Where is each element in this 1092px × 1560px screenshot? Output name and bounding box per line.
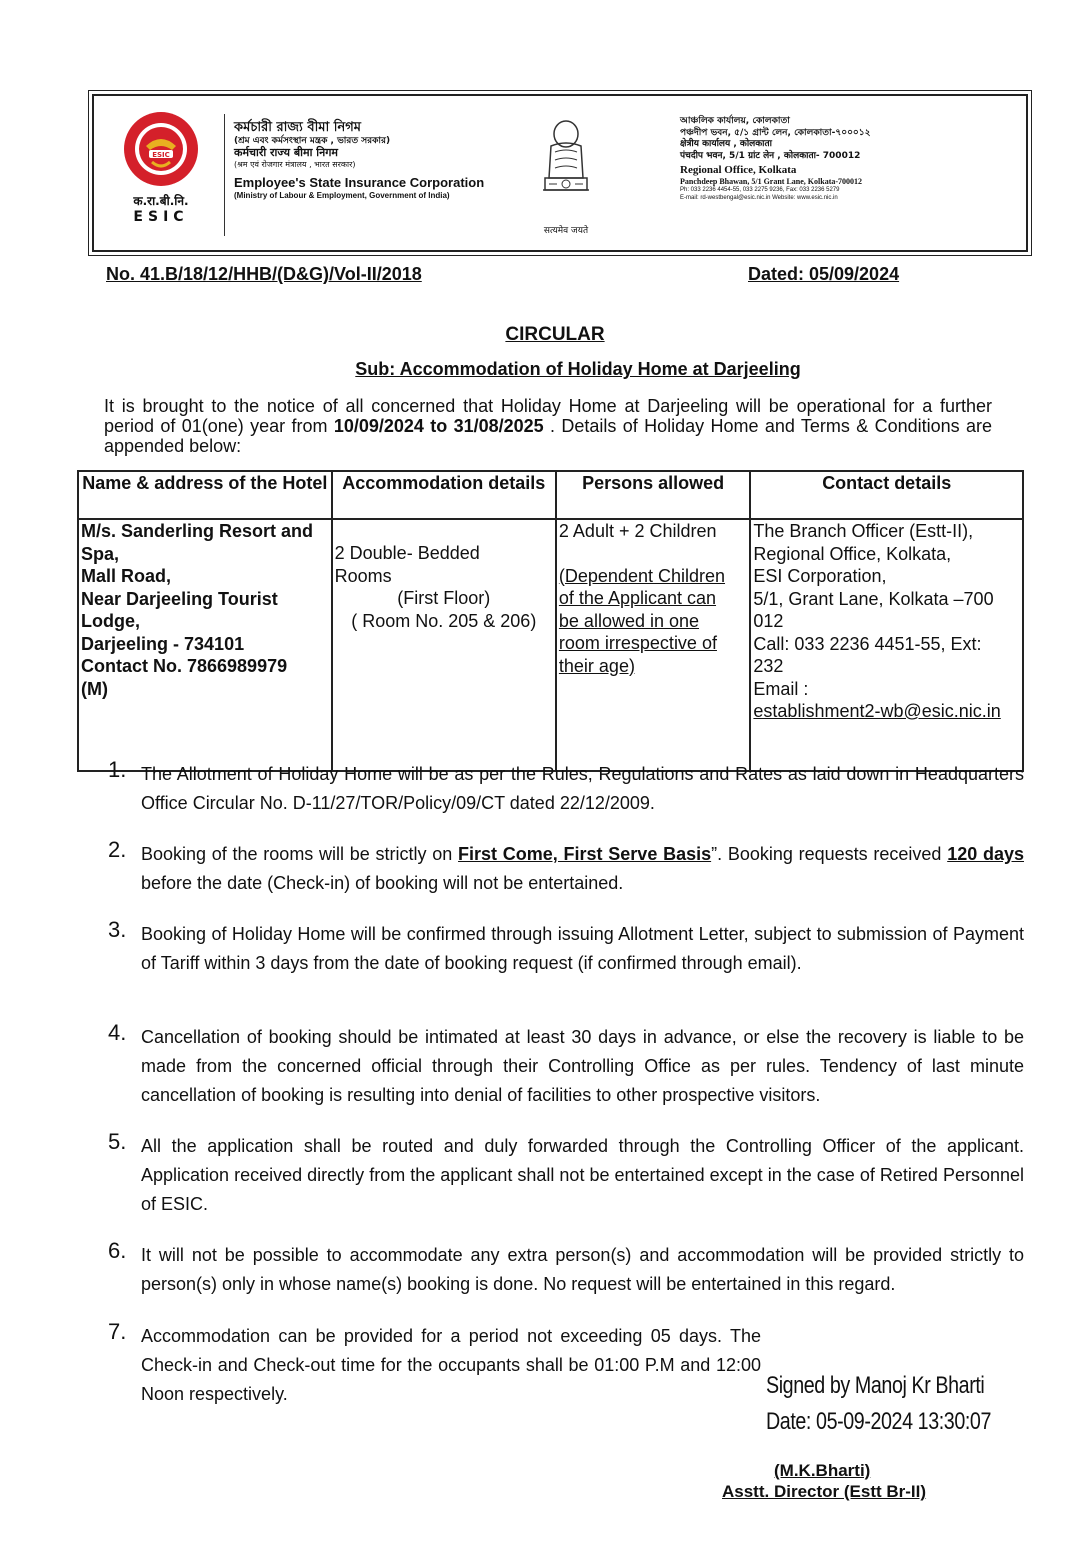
contact-line: 5/1, Grant Lane, Kolkata –700 [753, 588, 994, 609]
persons-note-line: room irrespective of [558, 633, 717, 653]
emblem-motto: सत्यमेव जयते [543, 226, 589, 236]
term-text [141, 840, 1024, 898]
table-header-row [78, 471, 1023, 519]
national-emblem [526, 116, 606, 236]
hotel-line: (M) [81, 678, 108, 699]
hotel-line: Darjeeling - 734101 [81, 633, 245, 654]
org-name-bengali: কর্মচারী রাজ্য বীমা নিগম [234, 120, 362, 135]
org-name-hindi: कर्मचारी राज्य बीमा निगम [234, 146, 338, 160]
cell-persons [556, 519, 751, 771]
accommodation-line: (First Floor) [397, 588, 491, 608]
header-persons: Persons allowed [556, 471, 751, 519]
address-phone-line: Ph: 033 2236 4454-55, 033 2275 9236, Fax: 033 2236 5279 [680, 187, 840, 194]
address-bengali-line-2: পঞ্চদীপ ভবন, ৫/১ গ্রান্ট লেন, কোলকাতা-৭০০০১২ [680, 127, 871, 138]
address-bengali-line-1: আঞ্চলিক কার্যালয়, কোলকাতা [680, 116, 790, 126]
term-text: All the application shall be routed and duly forwarded through the Controlling Officer of the applicant. Application received directly from the applicant shall not be entertained except in the case of Retired Personnel of ESIC. [141, 1136, 1024, 1214]
hotel-line: M/s. Sanderling Resort and [81, 521, 314, 541]
cell-contact [750, 519, 1023, 771]
logo-english-initials: ESIC [133, 209, 189, 225]
term-number: 4. [108, 1020, 127, 1045]
address-english-line-2: Panchdeep Bhawan, 5/1 Grant Lane, Kolkata-700012 [680, 177, 863, 187]
org-name-english: Employee's State Insurance Corporation [234, 175, 485, 191]
hotel-line: Contact No. 7866989979 [81, 656, 288, 676]
intro-period: 10/09/2024 to 31/08/2025 [333, 416, 544, 436]
letterhead [92, 94, 1028, 252]
term-number: 2. [108, 837, 127, 862]
hotel-line: Near Darjeeling Tourist [81, 588, 278, 609]
hotel-line: Lodge, [81, 611, 140, 631]
header-accommodation: Accommodation details [332, 471, 556, 519]
address-english-line-1: Regional Office, Kolkata [680, 163, 797, 176]
address-block [680, 116, 1020, 203]
intro-paragraph [104, 396, 992, 456]
officer-designation: Asstt. Director (Estt Br-II) [722, 1482, 927, 1501]
contact-line: Regional Office, Kolkata, [753, 543, 952, 564]
ashoka-emblem-icon [531, 116, 601, 216]
svg-text:ESIC: ESIC [152, 151, 170, 159]
term-text: Booking of Holiday Home will be confirmed through issuing Allotment Letter, subject to submission of Payment of Tariff within 3 days from the date of booking request (if confirmed through email). [141, 924, 1024, 973]
logo-hindi-initials: क.रा.बी.नि. [133, 194, 189, 208]
org-sub-bengali: (শ্রম এবং কর্মসংস্থান মন্ত্রক , ভারত সরকার) [234, 135, 391, 146]
contact-line: Email : [753, 678, 809, 699]
term-item [108, 837, 1024, 898]
reference-number: No. 41.B/18/12/HHB/(D&G)/Vol-II/2018 [106, 264, 422, 284]
document-title: CIRCULAR [505, 324, 605, 345]
org-sub-hindi: (श्रम एवं रोजगार मंत्रालय , भारत सरकार) [234, 159, 356, 169]
cell-accommodation [332, 519, 556, 771]
term-number: 7. [108, 1319, 127, 1344]
intro-text-1: It is brought to the notice of all concerned that Holiday Home at Darjeeling will be operational for a further period of 01(one) year from [104, 396, 992, 436]
persons-spacer [559, 543, 748, 565]
term-text: The Allotment of Holiday Home will be as per the Rules, Regulations and Rates as laid down in Headquarters Office Circular No. D-11/27/TOR/Policy/09/CT dated 22/12/2009. [141, 764, 1024, 813]
cell-hotel [78, 519, 332, 771]
term-item [108, 1238, 1024, 1299]
term-item [108, 917, 1024, 978]
term-number: 1. [108, 757, 127, 782]
digital-signature-date: Date: 05-09-2024 13:30:07 [766, 1408, 992, 1435]
term-text-part: ”. Booking requests received [711, 844, 948, 864]
term-item [108, 1129, 1024, 1219]
hotel-line: Mall Road, [81, 566, 172, 586]
term-item [108, 757, 1024, 818]
persons-note-line: of the Applicant can [558, 588, 717, 608]
reference-date: Dated: 05/09/2024 [748, 264, 900, 284]
contact-line: ESI Corporation, [753, 566, 887, 586]
term-text: Cancellation of booking should be intimated at least 30 days in advance, or else the recovery is liable to be made from the concerned official through their Controlling Office as per rules. Tendency of last minute cancellation of booking is resulting into denial of facilities to other prospective visitors. [141, 1027, 1024, 1105]
hotel-line: Spa, [81, 543, 120, 564]
term-emphasis-first-come: First Come, First Serve Basis [458, 844, 712, 864]
term-emphasis-days: 120 days [947, 844, 1024, 864]
term-number: 5. [108, 1129, 127, 1154]
letterhead-divider [224, 114, 225, 236]
term-item [108, 1020, 1024, 1110]
persons-allowed: 2 Adult + 2 Children [558, 521, 717, 541]
header-contact: Contact details [750, 471, 1023, 519]
table-row [78, 519, 1023, 771]
contact-line: The Branch Officer (Estt-II), [753, 521, 974, 541]
intro-text-2: . Details of Holiday Home and Terms & Conditions are appended below: [104, 416, 992, 456]
persons-note-line: be allowed in one [558, 610, 700, 631]
holiday-home-table [77, 470, 1024, 772]
officer-name: (M.K.Bharti) [774, 1461, 871, 1480]
address-web-line: E-mail: rd-westbengal@esic.nic.in Website: www.esic.nic.in [680, 195, 838, 202]
address-hindi-line-2: पंचदीप भवन, 5/1 ग्रांट लेन , कोलकाता- 700012 [680, 151, 861, 162]
contact-line: Call: 033 2236 4451-55, Ext: [753, 633, 982, 654]
contact-email-link[interactable]: establishment2-wb@esic.nic.in [753, 701, 1001, 721]
document-subject: Sub: Accommodation of Holiday Home at Darjeeling [355, 359, 801, 379]
digital-signature-name: Signed by Manoj Kr Bharti [766, 1372, 985, 1399]
term-number: 6. [108, 1238, 127, 1263]
persons-note-line: (Dependent Children [558, 565, 726, 586]
term-text: It will not be possible to accommodate any extra person(s) and accommodation will be provided strictly to person(s) only in whose name(s) booking is done. No request will be entertained in this regard. [141, 1245, 1024, 1294]
persons-note-line: their age) [558, 655, 635, 676]
term-text-part: before the date (Check-in) of booking will not be entertained. [141, 873, 624, 893]
accommodation-line: ( Room No. 205 & 206) [351, 610, 537, 631]
contact-line: 012 [753, 611, 784, 631]
organization-block [234, 120, 524, 200]
address-hindi-line-1: क्षेत्रीय कार्यालय , कोलकाता [680, 139, 772, 150]
accommodation-line: Rooms [334, 565, 392, 586]
esic-logo-icon [122, 110, 200, 188]
accommodation-line: 2 Double- Bedded [334, 543, 480, 563]
header-hotel: Name & address of the Hotel [78, 471, 332, 519]
contact-line: 232 [753, 656, 784, 676]
esic-logo [116, 110, 206, 225]
org-sub-english: (Ministry of Labour & Employment, Government of India) [234, 190, 450, 200]
term-text: Accommodation can be provided for a period not exceeding 05 days. The Check-in and Check-out time for the occupants shall be 01:00 P.M and 12:00 Noon respectively. [141, 1326, 761, 1404]
term-number: 3. [108, 917, 127, 942]
term-text-part: Booking of the rooms will be strictly on [141, 844, 459, 864]
